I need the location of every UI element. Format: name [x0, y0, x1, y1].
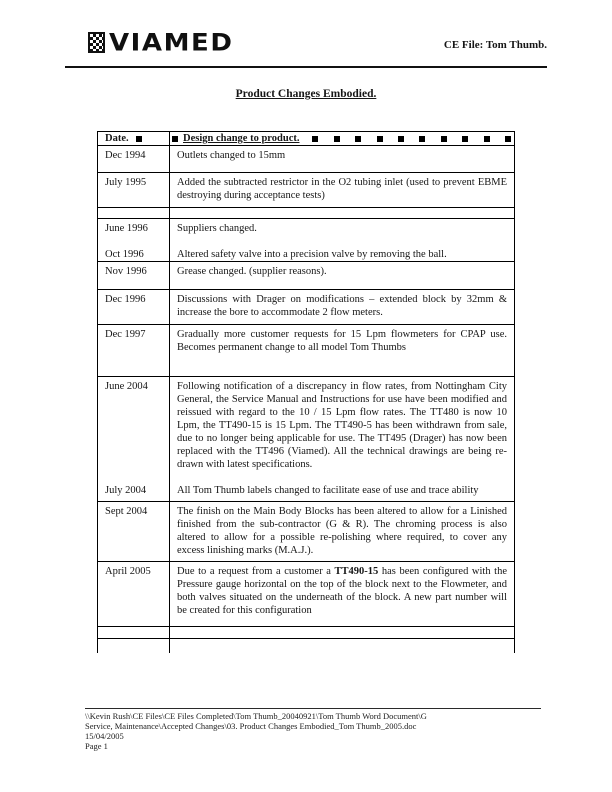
design-column-header [169, 132, 514, 145]
table-empty-row [98, 639, 514, 653]
tab-mark-square-icon [312, 136, 318, 142]
column-divider [169, 132, 170, 145]
table-row [98, 173, 514, 208]
change-date: June 2004 [105, 381, 148, 392]
change-description: Added the subtracted restrictor in the O2 tubing inlet (used to prevent EBME destroying during acceptance tests) [177, 177, 507, 201]
product-changes-table [97, 131, 515, 653]
change-description: Following notification of a discrepancy in flow rates, from Nottingham City General, the Service Manual and Instructions for use have been modified and reissued with regard to the 10 / 15 Lpm flow rates. The TT480 is now 10 Lpm, the TT490-15 is 15 Lpm. The TT490-5 has been withdrawn from sale, due to no longer being applicable for use. The TT495 (Drager) has now been replaced with the TT496 (Viamed). All the technical drawings are being re-drawn with latest specifications. [177, 381, 507, 470]
header-divider-rule [65, 66, 547, 68]
column-divider [169, 208, 170, 218]
table-row [98, 290, 514, 325]
table-row [98, 502, 514, 562]
table-row [98, 146, 514, 173]
column-divider [169, 173, 170, 207]
page-header [65, 30, 547, 55]
change-date: Nov 1996 [105, 266, 147, 277]
column-divider [169, 377, 170, 501]
change-description: Due to a request from a customer a TT490-15 has been configured with the Pressure gauge horizontal on the top of the block next to the Flowmeter, and both valves situated on the underneath of the block. A new part number will be created for this configuration [177, 566, 507, 616]
tab-mark-square-icon [136, 136, 142, 142]
table-empty-row [98, 627, 514, 639]
footer-page-number: Page 1 [85, 741, 108, 751]
table-row [98, 325, 514, 377]
column-divider [169, 562, 170, 626]
change-description: Gradually more customer requests for 15 Lpm flowmeters for CPAP use. Becomes permanent change to all model Tom Thumbs [177, 329, 507, 353]
change-description: Discussions with Drager on modifications – extended block by 32mm & increase the bore to accommodate 2 flow meters. [177, 294, 507, 318]
change-description: Suppliers changed. [177, 223, 257, 234]
change-date: July 1995 [105, 177, 147, 188]
date-column-header [98, 132, 169, 145]
change-date: June 1996 [105, 223, 148, 234]
table-row [98, 219, 514, 262]
change-date: April 2005 [105, 566, 151, 577]
table-row [98, 562, 514, 627]
tab-mark-row [312, 136, 511, 142]
footer-file-path-line-2: Service, Maintenance\Accepted Changes\03. Product Changes Embodied_Tom Thumb_2005.doc [85, 721, 417, 731]
change-date: Dec 1994 [105, 150, 146, 161]
change-date: Dec 1996 [105, 294, 146, 305]
change-description: The finish on the Main Body Blocks has been altered to allow for a Linished finished from the sub-contractor (G & R). The chroming process is also altered to allow for a possible re-polishing where required, to cover any excess linishing marks (M.A.J.). [177, 506, 507, 556]
column-divider [169, 502, 170, 561]
tab-mark-square-icon [419, 136, 425, 142]
date-column-label: Date. [105, 133, 129, 144]
tab-mark-square-icon [484, 136, 490, 142]
column-divider [169, 639, 170, 653]
tab-mark-square-icon [334, 136, 340, 142]
column-divider [169, 290, 170, 324]
product-code-bold: TT490-15 [334, 566, 379, 577]
tab-mark-square-icon [377, 136, 383, 142]
change-date: July 2004 [105, 485, 147, 496]
footer-file-path-line-1: \\Kevin Rush\CE Files\CE Files Completed\Tom Thumb_20040921\Tom Thumb Word Document\G [85, 711, 427, 721]
column-divider [169, 627, 170, 638]
change-description: All Tom Thumb labels changed to facilitate ease of use and trace ability [177, 485, 479, 496]
column-divider [169, 219, 170, 261]
tab-mark-square-icon [505, 136, 511, 142]
tab-mark-square-icon [355, 136, 361, 142]
change-description: Grease changed. (supplier reasons). [177, 266, 327, 277]
tab-mark-square-icon [172, 136, 178, 142]
column-divider [169, 146, 170, 172]
document-title: Product Changes Embodied. [235, 88, 377, 100]
viamed-logo [88, 28, 234, 57]
table-body [98, 146, 514, 653]
column-divider [169, 325, 170, 376]
tab-mark-square-icon [441, 136, 447, 142]
page-footer [85, 708, 541, 751]
viamed-checker-logo-icon [88, 32, 105, 53]
viamed-logo-text: VIAMED [109, 28, 234, 57]
change-description: Outlets changed to 15mm [177, 150, 286, 161]
tab-mark-square-icon [462, 136, 468, 142]
change-date: Oct 1996 [105, 249, 144, 260]
ce-file-reference: CE File: Tom Thumb. [443, 39, 547, 51]
change-description: Altered safety valve into a precision valve by removing the ball. [177, 249, 447, 260]
tab-mark-square-icon [398, 136, 404, 142]
footer-date: 15/04/2005 [85, 731, 124, 741]
column-divider [169, 262, 170, 289]
table-row [98, 262, 514, 290]
table-row [98, 377, 514, 502]
change-date: Sept 2004 [105, 506, 148, 517]
design-column-label: Design change to product. [183, 133, 300, 144]
table-empty-row [98, 208, 514, 219]
table-header-row [98, 132, 514, 146]
change-date: Dec 1997 [105, 329, 146, 340]
